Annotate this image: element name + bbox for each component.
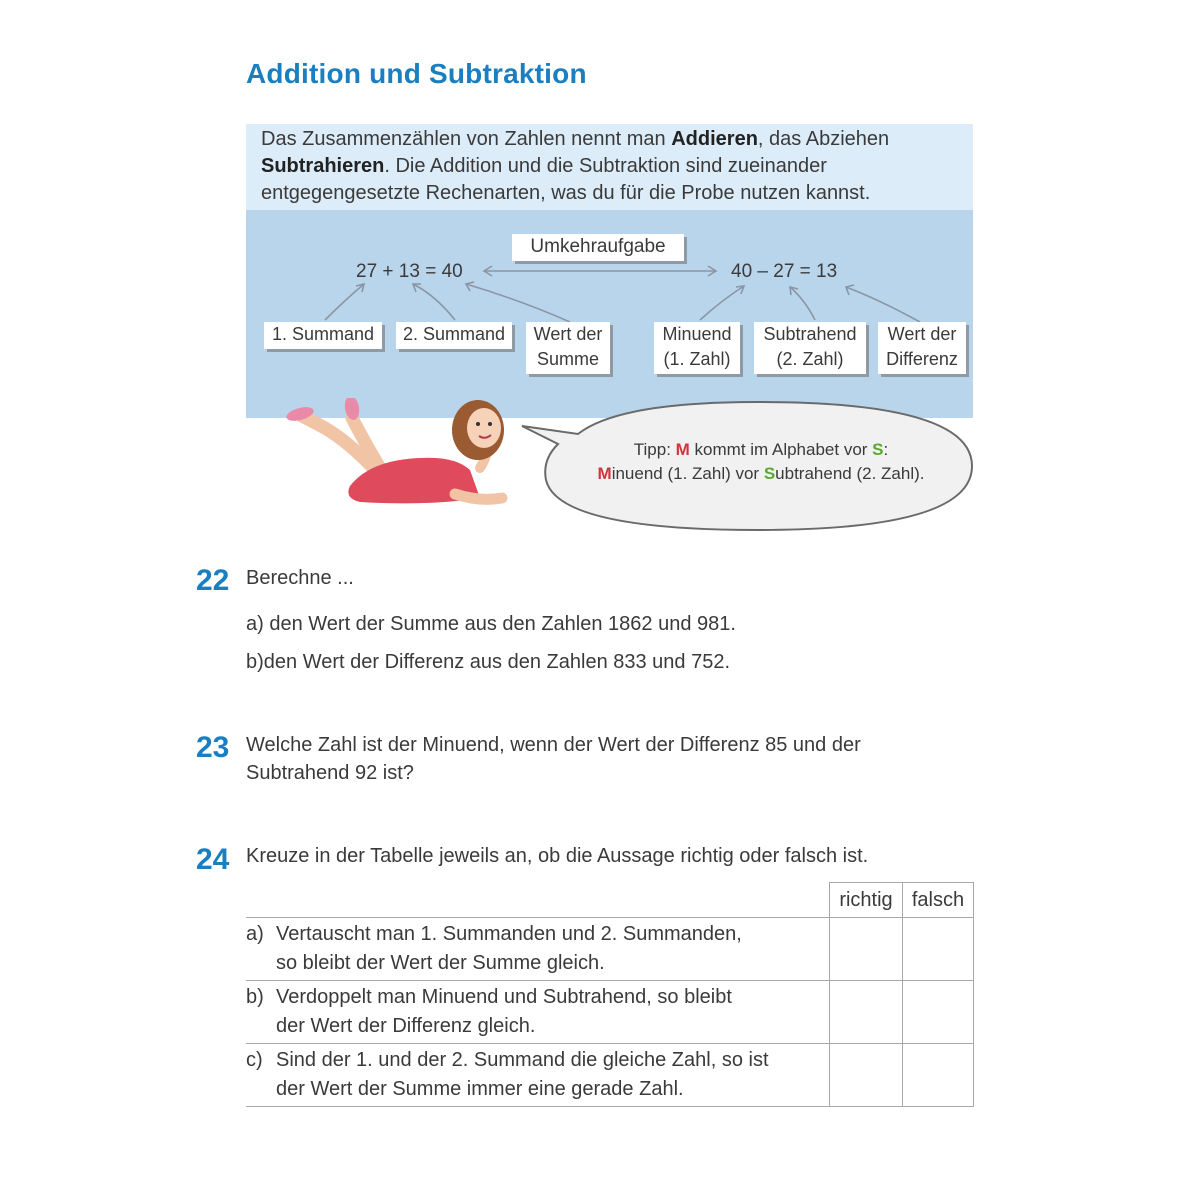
minuend-label-line2: (1. Zahl) [663, 349, 731, 369]
statement-b [246, 981, 830, 1044]
tip-subtrahend-s: S [763, 464, 776, 483]
tip-minuend-m: M [597, 464, 612, 483]
intro-part-3: . Die Addition und die Subtraktion sind zueinander [384, 155, 827, 177]
statement-c-line-2: der Wert der Summe immer eine gerade Zahl. [276, 1078, 684, 1100]
checkbox-a-richtig[interactable] [830, 918, 903, 981]
header-falsch: falsch [903, 883, 974, 918]
label-summand-1: 1. Summand [264, 322, 382, 349]
tip-letter-s: S [872, 440, 884, 459]
subtrahend-label-line2: (2. Zahl) [776, 349, 844, 369]
task-23-line-2: Subtrahend 92 ist? [246, 762, 414, 784]
intro-part-2: , das Abziehen [757, 128, 890, 150]
addition-equation: 27 + 13 = 40 [356, 261, 463, 282]
task-23-line-1: Welche Zahl ist der Minuend, wenn der Wert der Differenz 85 und der [246, 734, 861, 756]
task-22-prompt: Berechne ... [246, 567, 354, 589]
arrow-difference [846, 287, 920, 322]
statement-a [246, 918, 830, 981]
task-24-number: 24 [196, 843, 230, 876]
subtrahend-label-line1: Subtrahend [763, 324, 857, 344]
arrow-minuend [700, 286, 744, 320]
table-header-row [246, 883, 974, 918]
page-title: Addition und Subtraktion [246, 58, 587, 89]
difference-label-line1: Wert der [887, 324, 957, 344]
table-row [246, 1044, 974, 1107]
arrow-sum [466, 284, 570, 322]
true-false-table [246, 882, 974, 1107]
tip-colon: : [883, 440, 889, 459]
statement-b-letter: b) [246, 986, 264, 1008]
header-richtig: richtig [830, 883, 903, 918]
tip-subtrahend-rest: ubtrahend (2. Zahl). [775, 464, 925, 483]
tip-line-2 [556, 462, 966, 486]
checkbox-c-falsch[interactable] [903, 1044, 974, 1107]
sum-label-line2: Summe [536, 349, 599, 369]
statement-c-letter: c) [246, 1049, 263, 1071]
statement-c-line-1: Sind der 1. und der 2. Summand die gleiche Zahl, so ist [276, 1049, 769, 1071]
minuend-label-line1: Minuend [662, 324, 732, 344]
checkbox-a-falsch[interactable] [903, 918, 974, 981]
arrow-summand2 [413, 284, 455, 320]
tip-minuend-rest: inuend (1. Zahl) vor [611, 464, 764, 483]
task-23-number: 23 [196, 731, 230, 764]
table-row [246, 981, 974, 1044]
arrow-summand1 [325, 284, 364, 320]
table-row [246, 918, 974, 981]
task-22-number: 22 [196, 564, 230, 597]
task-22-b: b)den Wert der Differenz aus den Zahlen 833 und 752. [246, 651, 731, 673]
intro-part-1: Das Zusammenzählen von Zahlen nennt man [261, 128, 672, 150]
label-minuend [654, 322, 740, 374]
checkbox-b-richtig[interactable] [830, 981, 903, 1044]
term-addieren: Addieren [671, 128, 758, 150]
tip-text [556, 438, 966, 486]
sum-label-line1: Wert der [533, 324, 603, 344]
label-subtrahend [754, 322, 866, 374]
label-wert-der-summe [526, 322, 610, 374]
arrow-subtrahend [790, 287, 815, 320]
statement-a-line-1: Vertauscht man 1. Summanden und 2. Summanden, [276, 923, 742, 945]
girl-illustration [280, 398, 520, 513]
tip-prefix: Tipp: [633, 440, 676, 459]
statement-c [246, 1044, 830, 1107]
intro-part-4: entgegengesetzte Rechenarten, was du für die Probe nutzen kannst. [261, 182, 871, 204]
checkbox-b-falsch[interactable] [903, 981, 974, 1044]
difference-label-line2: Differenz [886, 349, 958, 369]
label-summand-2: 2. Summand [396, 322, 512, 349]
subtraction-equation: 40 – 27 = 13 [731, 261, 838, 282]
statement-a-letter: a) [246, 923, 264, 945]
task-24-prompt: Kreuze in der Tabelle jeweils an, ob die Aussage richtig oder falsch ist. [246, 845, 869, 867]
statement-b-line-2: der Wert der Differenz gleich. [276, 1015, 536, 1037]
statement-b-line-1: Verdoppelt man Minuend und Subtrahend, so bleibt [276, 986, 732, 1008]
tip-middle: kommt im Alphabet vor [689, 440, 873, 459]
checkbox-c-richtig[interactable] [830, 1044, 903, 1107]
header-empty [246, 883, 830, 918]
tip-line-1 [556, 438, 966, 462]
tip-letter-m: M [675, 440, 690, 459]
task-22-a: a) den Wert der Summe aus den Zahlen 1862 und 981. [246, 613, 736, 635]
term-subtrahieren: Subtrahieren [261, 155, 385, 177]
label-umkehraufgabe: Umkehraufgabe [512, 234, 684, 261]
label-wert-der-differenz [878, 322, 966, 374]
statement-a-line-2: so bleibt der Wert der Summe gleich. [276, 952, 605, 974]
